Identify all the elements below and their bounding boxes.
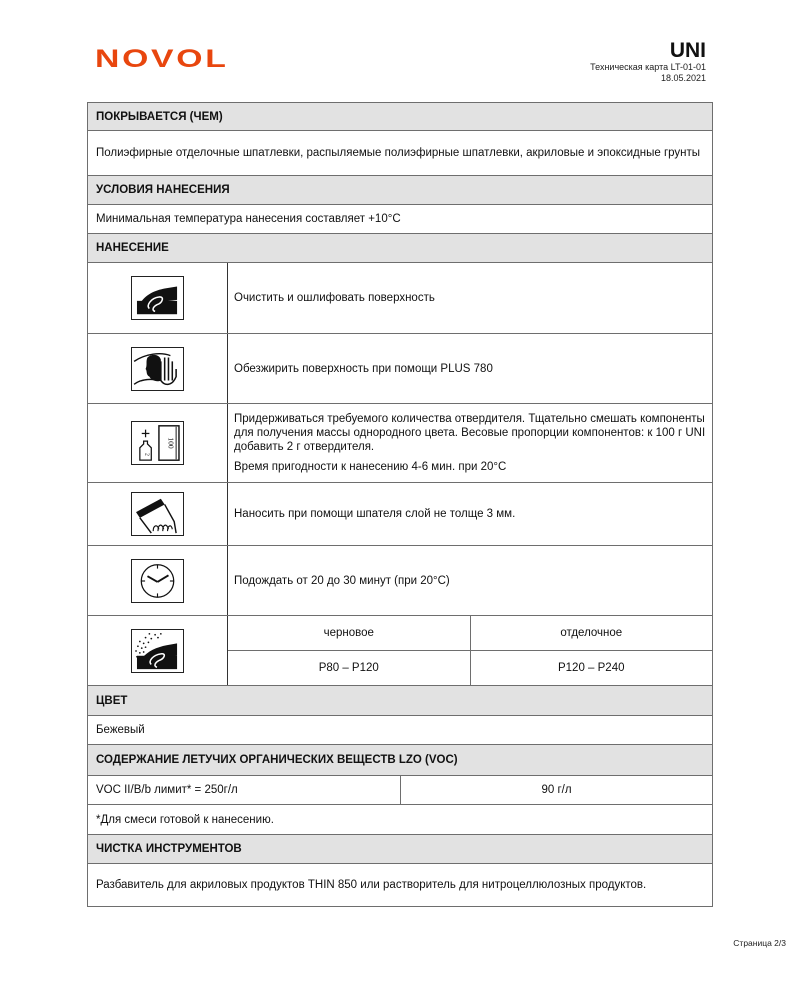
clock-icon [131,559,184,603]
sanding-grades-table [228,616,712,685]
mixing-ratio-icon [131,421,184,465]
sanding-hand-icon [131,276,184,320]
application-step [88,546,712,616]
application-step [88,334,712,404]
section-header-voc: СОДЕРЖАНИЕ ЛЕТУЧИХ ОРГАНИЧЕСКИХ ВЕЩЕСТВ LZO (VOC) [88,745,712,776]
covered-by-text: Полиэфирные отделочные шпатлевки, распыляемые полиэфирные шпатлевки, акриловые и эпоксидные грунты [88,131,712,176]
cleaning-text: Разбавитель для акриловых продуктов THIN 850 или растворитель для нитроцеллюлозных продуктов. [88,864,712,907]
svg-text:2: 2 [143,453,150,456]
voc-value: 90 г/л [541,784,572,796]
spatula-icon [131,492,184,536]
section-header-conditions: УСЛОВИЯ НАНЕСЕНИЯ [88,176,712,205]
color-text: Бежевый [88,716,712,745]
section-header-color: ЦВЕТ [88,686,712,716]
section-header-covered-by: ПОКРЫВАЕТСЯ (ЧЕМ) [88,102,712,131]
sanding-header-coarse: черновое [323,627,374,639]
step-text: Очистить и ошлифовать поверхность [234,292,435,304]
dry-sanding-icon [131,629,184,673]
document-type: Техническая карта LT-01-01 [590,62,706,72]
document-header [590,40,706,84]
sanding-value-fine: P120 – P240 [470,651,713,685]
pot-life-text: Время пригодности к нанесению 4-6 мин. при 20°C [234,461,507,473]
step-text: Наносить при помощи шпателя слой не толще 3 мм. [234,508,516,520]
technical-sheet-table [87,102,713,907]
sanding-grades-row [88,616,712,686]
degrease-hand-icon [131,347,184,391]
document-date: 18.05.2021 [660,73,706,83]
voc-limit-label: VOC II/B/b лимит* = 250г/л [88,776,401,804]
voc-footnote: *Для смеси готовой к нанесению. [88,805,712,835]
section-header-application: НАНЕСЕНИЕ [88,234,712,263]
conditions-text: Минимальная температура нанесения составляет +10°C [88,205,712,234]
application-step [88,263,712,334]
section-header-cleaning: ЧИСТКА ИНСТРУМЕНТОВ [88,835,712,864]
step-text: Подождать от 20 до 30 минут (при 20°C) [234,574,450,587]
novol-logo: NOVOL [95,45,229,73]
step-text: Обезжирить поверхность при помощи PLUS 780 [234,362,493,375]
sanding-header-fine: отделочное [470,616,713,650]
sanding-value-coarse: P80 – P120 [318,662,379,674]
product-name: UNI [669,39,706,62]
application-step [88,483,712,546]
svg-text:100: 100 [166,437,176,449]
application-step [88,404,712,483]
voc-row [88,776,712,805]
step-text: Придерживаться требуемого количества отвердителя. Тщательно смешать компоненты для получения массы однородного цвета. Весовые пропорции компонентов: к 100 г UNI добавить 2 г отвердителя. [234,413,706,453]
page-number: Страница 2/3 [733,938,786,948]
